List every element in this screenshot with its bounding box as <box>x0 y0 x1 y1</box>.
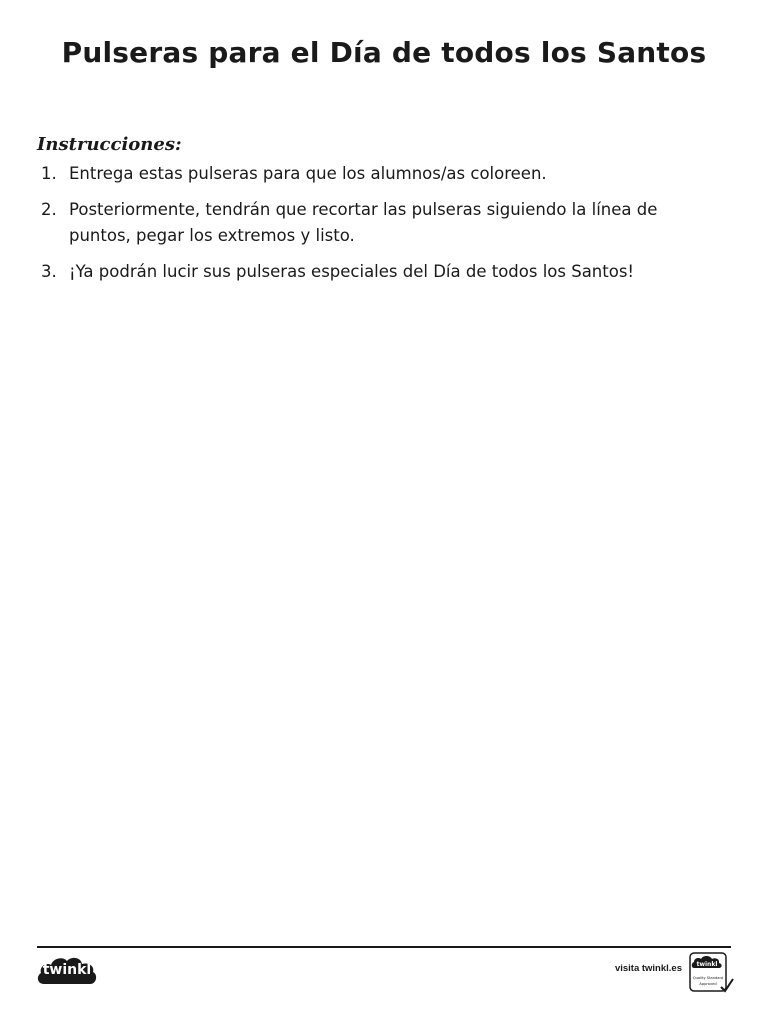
instruction-step-1 <box>37 161 717 187</box>
logo-text: twinkl <box>42 962 92 978</box>
instruction-list <box>37 161 717 285</box>
badge-brand: twinkl <box>696 961 718 968</box>
step-number: 1. <box>41 164 57 183</box>
twinkl-logo <box>36 954 98 988</box>
footer-divider <box>37 946 731 948</box>
step-number: 2. <box>41 200 57 219</box>
step-number: 3. <box>41 262 57 281</box>
quality-standard-badge-icon <box>688 951 734 993</box>
instructions-section <box>37 134 717 295</box>
page-title: Pulseras para el Día de todos los Santos <box>61 36 707 69</box>
step-text: ¡Ya podrán lucir sus pulseras especiales del Día de todos los Santos! <box>69 262 635 281</box>
badge-line-2: Approved <box>699 982 717 986</box>
instructions-heading: Instrucciones: <box>37 134 182 155</box>
step-text: Posteriormente, tendrán que recortar las pulseras siguiendo la línea de puntos, pegar los extremos y listo. <box>69 200 658 245</box>
badge-line-1: Quality Standard <box>692 976 724 980</box>
step-text: Entrega estas pulseras para que los alumnos/as coloreen. <box>69 164 547 183</box>
instruction-step-2 <box>37 197 717 249</box>
quality-badge <box>688 951 734 993</box>
instruction-step-3 <box>37 259 717 285</box>
visit-link[interactable]: visita twinkl.es <box>614 963 682 974</box>
